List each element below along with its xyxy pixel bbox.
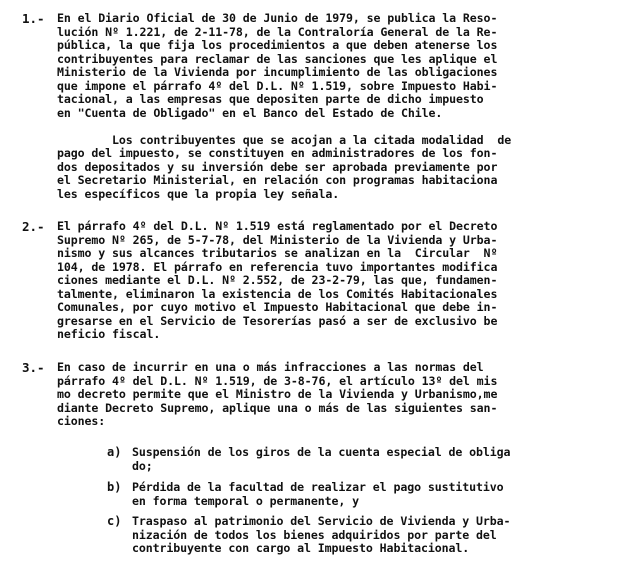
text-line: do;	[132, 459, 153, 473]
text-line: pública, la que fija los procedimientos a que deben atenerse los	[57, 39, 498, 52]
text-line: Traspaso al patrimonio del Servicio de Vivienda y Urba-	[132, 515, 511, 528]
text-line: diante Decreto Supremo, aplique una o más de las siguientes san-	[57, 401, 498, 415]
text-line: Comunales, por cuyo motivo el Impuesto Habitacional que debe in-	[57, 301, 498, 314]
blank-line	[57, 120, 612, 134]
text-line: dos depositados y su inversión debe ser aprobada previamente por	[57, 160, 498, 174]
section-number: 2.-	[22, 219, 45, 234]
item-text	[132, 446, 612, 473]
text-line: nismo y sus alcances tributarios se analizan en la Circular Nº	[57, 247, 498, 260]
text-line: En caso de incurrir en una o más infracciones a las normas del	[57, 361, 484, 374]
text-line: Supremo Nº 265, de 5-7-78, del Ministerio de la Vivienda y Urba-	[57, 233, 498, 247]
text-line: nización de todos los bienes adquiridos por parte del	[132, 528, 497, 542]
text-line: neficio fiscal.	[57, 328, 161, 341]
text-line: el Secretario Ministerial, en relación con programas habitaciona	[57, 174, 498, 187]
text-line: les específicos que la propia ley señala.	[57, 187, 340, 201]
section-number: 3.-	[22, 360, 45, 375]
text-line: contribuyente con cargo al Impuesto Habitacional.	[132, 542, 470, 555]
text-line: tacional, a las empresas que depositen parte de dicho impuesto	[57, 93, 484, 106]
section-text	[57, 361, 612, 429]
text-line: En el Diario Oficial de 30 de Junio de 1979, se publica la Reso-	[57, 12, 498, 25]
item-text	[132, 515, 612, 556]
text-line: Suspensión de los giros de la cuenta especial de obliga	[132, 446, 511, 459]
text-line: Ministerio de la Vivienda por incumplimiento de las obligaciones	[57, 66, 498, 79]
text-line: ciones mediante el D.L. Nº 2.552, de 23-2-79, las que, fundamen-	[57, 274, 498, 287]
text-line: ciones:	[57, 415, 106, 428]
item-letter: c)	[107, 514, 122, 528]
section-number: 1.-	[22, 11, 45, 26]
text-line: Pérdida de la facultad de realizar el pago sustitutivo	[132, 481, 504, 494]
text-line: El párrafo 4º del D.L. Nº 1.519 está reglamentado por el Decreto	[57, 220, 498, 233]
text-line: párrafo 4º del D.L. Nº 1.519, de 3-8-76, el artículo 13º del mis	[57, 374, 498, 388]
text-line: talmente, eliminaron la existencia de los Comités Habitacionales	[57, 287, 498, 301]
text-line: contribuyentes para reclamar de las sanciones que les aplique el	[57, 52, 498, 66]
text-line: lución Nº 1.221, de 2-11-78, de la Contraloría General de la Re-	[57, 25, 498, 39]
text-line: que impone el párrafo 4º del D.L. Nº 1.519, sobre Impuesto Habi-	[57, 79, 498, 93]
text-line: 104, de 1978. El párrafo en referencia tuvo importantes modifica	[57, 260, 498, 274]
section-text	[57, 220, 612, 342]
text-line: pago del impuesto, se constituyen en administradores de los fon-	[57, 147, 498, 160]
text-line: en forma temporal o permanente, y	[132, 494, 360, 508]
text-line: gresarse en el Servicio de Tesorerías pasó a ser de exclusivo be	[57, 314, 498, 328]
text-line: en "Cuenta de Obligado" en el Banco del Estado de Chile.	[57, 106, 443, 120]
text-line: mo decreto permite que el Ministro de la Vivienda y Urbanismo,me	[57, 388, 498, 401]
item-letter: a)	[107, 445, 122, 459]
section-text	[57, 12, 612, 201]
text-line: Los contribuyentes que se acojan a la citada modalidad de	[57, 133, 512, 147]
item-letter: b)	[107, 480, 122, 494]
item-text	[132, 481, 612, 508]
